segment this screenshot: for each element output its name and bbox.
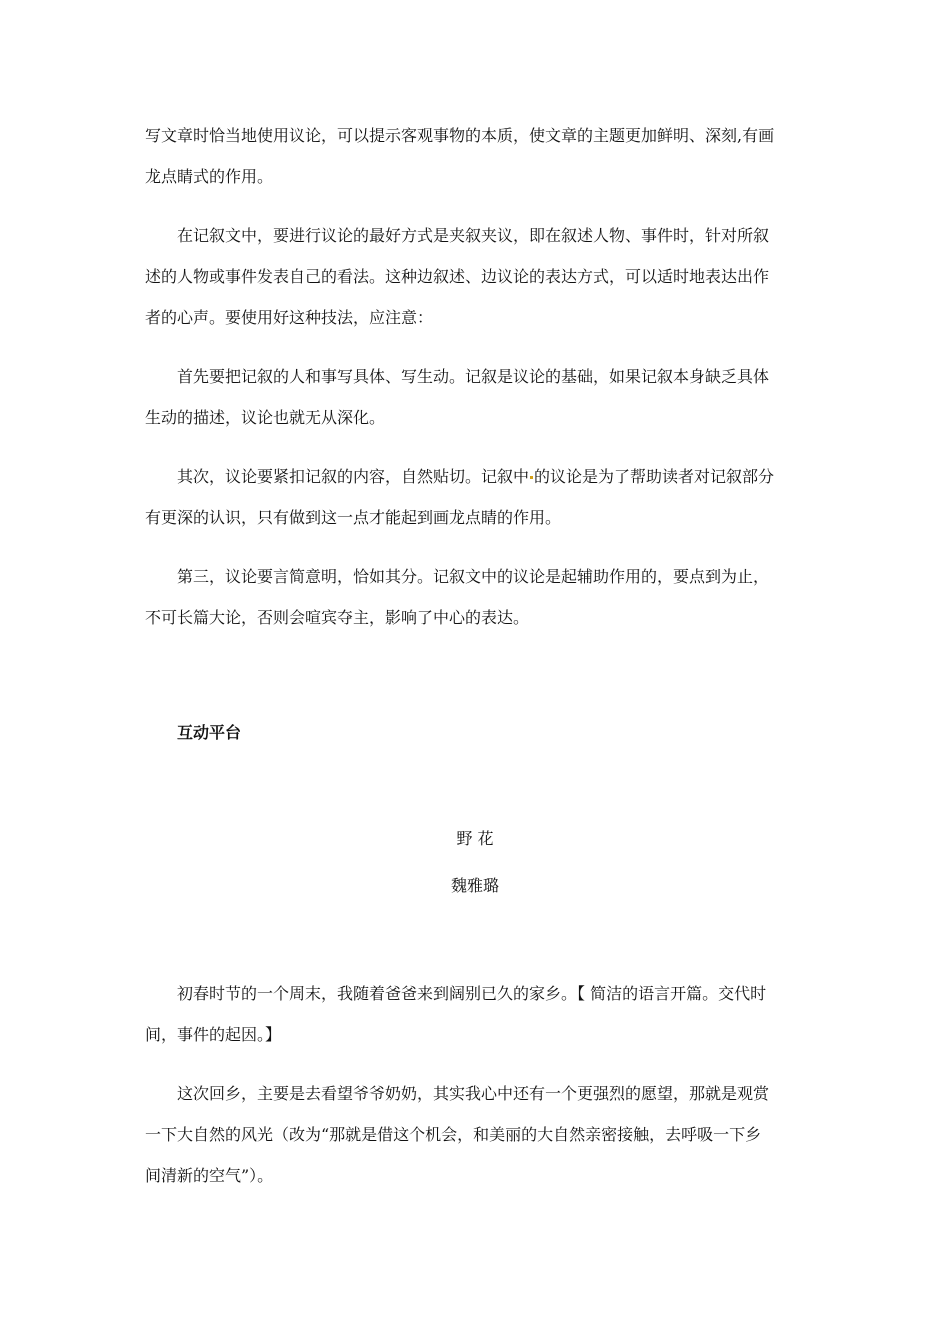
paragraph-line: 间清新的空气”）。 xyxy=(145,1166,274,1185)
essay-author: 魏雅璐 xyxy=(450,876,499,895)
paragraph-line: 写文章时恰当地使用议论，可以提示客观事物的本质，使文章的主题更加鲜明、深刻,有画 xyxy=(145,126,775,145)
dot-marker-icon xyxy=(530,476,533,479)
paragraph-line: 首先要把记叙的人和事写具体、写生动。记叙是议论的基础，如果记叙本身缺乏具体 xyxy=(177,367,770,386)
paragraph-intro xyxy=(145,115,809,197)
paragraph-line xyxy=(145,456,809,497)
paragraph-line: 龙点睛式的作用。 xyxy=(145,167,274,186)
paragraph-line: 初春时节的一个周末，我随着爸爸来到阔别已久的家乡。【 简洁的语言开篇。交代时 xyxy=(177,984,767,1003)
paragraph-first-point xyxy=(145,356,809,438)
paragraph-third-point xyxy=(145,556,809,638)
paragraph-line: 一下大自然的风光（改为“那就是借这个机会，和美丽的大自然亲密接触，去呼吸一下乡 xyxy=(145,1125,762,1144)
paragraph-line-part: 其次，议论要紧扣记叙的内容，自然贴切。记叙中 xyxy=(177,467,530,486)
section-heading: 互动平台 xyxy=(177,723,242,742)
paragraph-line: 生动的描述，议论也就无从深化。 xyxy=(145,408,386,427)
paragraph-line: 述的人物或事件发表自己的看法。这种边叙述、边议论的表达方式，可以适时地表达出作 xyxy=(145,267,770,286)
essay-paragraph-opening xyxy=(145,973,809,1055)
essay-title: 野 花 xyxy=(456,829,494,848)
paragraph-line: 这次回乡，主要是去看望爷爷奶奶，其实我心中还有一个更强烈的愿望，那就是观赏 xyxy=(177,1084,770,1103)
paragraph-method xyxy=(145,215,809,338)
paragraph-line: 第三，议论要言简意明，恰如其分。记叙文中的议论是起辅助作用的，要点到为止， xyxy=(177,567,770,586)
paragraph-line: 在记叙文中，要进行议论的最好方式是夹叙夹议，即在叙述人物、事件时，针对所叙 xyxy=(177,226,770,245)
paragraph-line-part: 的议论是为了帮助读者对记叙部分 xyxy=(534,467,775,486)
paragraph-line: 者的心声。要使用好这种技法，应注意： xyxy=(145,308,434,327)
paragraph-second-point xyxy=(145,456,809,538)
paragraph-line: 不可长篇大论，否则会喧宾夺主，影响了中心的表达。 xyxy=(145,608,530,627)
paragraph-line: 有更深的认识，只有做到这一点才能起到画龙点睛的作用。 xyxy=(145,508,562,527)
paragraph-line: 间，事件的起因。】 xyxy=(145,1025,282,1044)
essay-paragraph-return xyxy=(145,1073,809,1196)
